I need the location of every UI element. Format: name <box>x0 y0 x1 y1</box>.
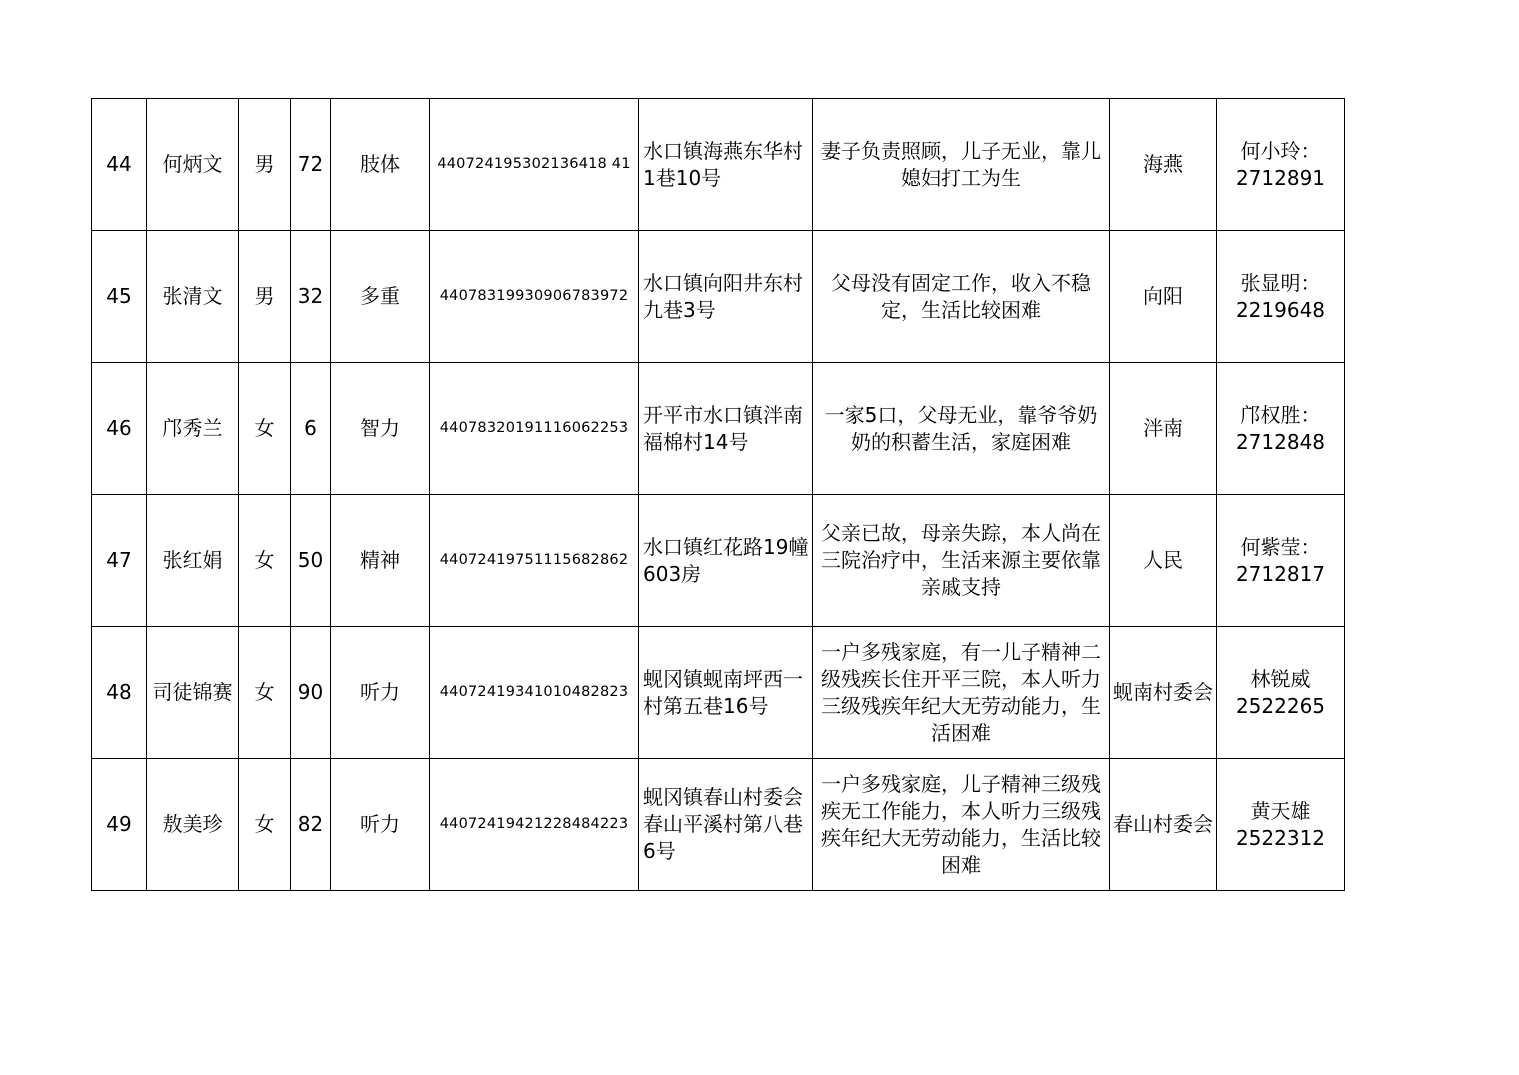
table-row <box>92 99 1345 231</box>
cell-address: 水口镇红花路19幢603房 <box>639 495 813 627</box>
cell-age: 72 <box>291 99 331 231</box>
cell-name: 敖美珍 <box>147 759 239 891</box>
cell-no: 47 <box>92 495 147 627</box>
cell-situation: 一户多残家庭，有一儿子精神二级残疾长住开平三院，本人听力三级残疾年纪大无劳动能力，生活困难 <box>813 627 1110 759</box>
cell-contact: 林锐威 2522265 <box>1217 627 1345 759</box>
cell-no: 44 <box>92 99 147 231</box>
cell-name: 张红娟 <box>147 495 239 627</box>
cell-situation: 妻子负责照顾，儿子无业，靠儿媳妇打工为生 <box>813 99 1110 231</box>
cell-name: 张清文 <box>147 231 239 363</box>
cell-name: 司徒锦赛 <box>147 627 239 759</box>
cell-age: 82 <box>291 759 331 891</box>
cell-disability: 精神 <box>331 495 430 627</box>
cell-village: 泮南 <box>1110 363 1217 495</box>
cell-age: 90 <box>291 627 331 759</box>
cell-no: 46 <box>92 363 147 495</box>
cell-id-number: 44072419751115682862 <box>430 495 639 627</box>
cell-id-number: 44078319930906783972 <box>430 231 639 363</box>
cell-disability: 听力 <box>331 759 430 891</box>
cell-disability: 听力 <box>331 627 430 759</box>
cell-id-number: 44072419341010482823 <box>430 627 639 759</box>
data-table <box>91 98 1345 891</box>
cell-disability: 智力 <box>331 363 430 495</box>
cell-village: 蚬南村委会 <box>1110 627 1217 759</box>
cell-contact: 张显明：2219648 <box>1217 231 1345 363</box>
cell-address: 开平市水口镇泮南福棉村14号 <box>639 363 813 495</box>
cell-village: 向阳 <box>1110 231 1217 363</box>
cell-id-number: 44072419421228484223 <box>430 759 639 891</box>
cell-gender: 男 <box>239 99 291 231</box>
cell-id-number: 44078320191116062253 <box>430 363 639 495</box>
cell-gender: 女 <box>239 495 291 627</box>
cell-no: 48 <box>92 627 147 759</box>
cell-address: 蚬冈镇春山村委会春山平溪村第八巷6号 <box>639 759 813 891</box>
cell-gender: 男 <box>239 231 291 363</box>
cell-age: 32 <box>291 231 331 363</box>
cell-village: 海燕 <box>1110 99 1217 231</box>
cell-address: 水口镇向阳井东村九巷3号 <box>639 231 813 363</box>
cell-name: 邝秀兰 <box>147 363 239 495</box>
table-body <box>92 99 1345 891</box>
table-row <box>92 759 1345 891</box>
cell-village: 春山村委会 <box>1110 759 1217 891</box>
cell-address: 蚬冈镇蚬南坪西一村第五巷16号 <box>639 627 813 759</box>
table-row <box>92 231 1345 363</box>
cell-no: 49 <box>92 759 147 891</box>
cell-situation: 父亲已故，母亲失踪，本人尚在三院治疗中，生活来源主要依靠亲戚支持 <box>813 495 1110 627</box>
cell-id-number: 440724195302136418 41 <box>430 99 639 231</box>
cell-contact: 黄天雄 2522312 <box>1217 759 1345 891</box>
cell-situation: 一家5口，父母无业，靠爷爷奶奶的积蓄生活，家庭困难 <box>813 363 1110 495</box>
table-row <box>92 627 1345 759</box>
cell-disability: 多重 <box>331 231 430 363</box>
cell-contact: 邝权胜：2712848 <box>1217 363 1345 495</box>
table-row <box>92 363 1345 495</box>
cell-contact: 何小玲：2712891 <box>1217 99 1345 231</box>
cell-gender: 女 <box>239 759 291 891</box>
cell-address: 水口镇海燕东华村1巷10号 <box>639 99 813 231</box>
cell-gender: 女 <box>239 627 291 759</box>
cell-age: 50 <box>291 495 331 627</box>
cell-no: 45 <box>92 231 147 363</box>
cell-gender: 女 <box>239 363 291 495</box>
cell-situation: 父母没有固定工作，收入不稳定，生活比较困难 <box>813 231 1110 363</box>
cell-disability: 肢体 <box>331 99 430 231</box>
cell-situation: 一户多残家庭，儿子精神三级残疾无工作能力，本人听力三级残疾年纪大无劳动能力，生活比较困难 <box>813 759 1110 891</box>
cell-name: 何炳文 <box>147 99 239 231</box>
cell-contact: 何紫莹：2712817 <box>1217 495 1345 627</box>
table-row <box>92 495 1345 627</box>
cell-age: 6 <box>291 363 331 495</box>
cell-village: 人民 <box>1110 495 1217 627</box>
